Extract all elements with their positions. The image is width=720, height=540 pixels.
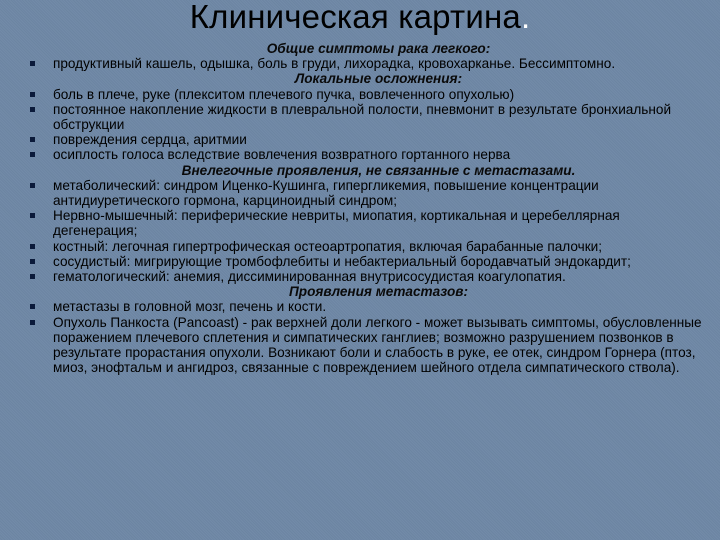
list-item-text: постоянное накопление жидкости в плевральной полости, пневмонит в результате бронхиальной — [53, 101, 672, 117]
slide-content — [30, 41, 705, 375]
section-heading-general: Общие симптомы рака легкого: — [266, 41, 491, 56]
bullet-square-icon — [30, 304, 35, 309]
list-item — [30, 254, 705, 269]
list-item-continuation — [30, 117, 705, 132]
list-item — [30, 132, 705, 147]
bullet-square-icon — [30, 92, 35, 97]
bullet-square-icon — [30, 244, 35, 249]
list-item — [30, 178, 705, 208]
bullet-square-icon — [30, 152, 35, 157]
list-item-text: повреждения сердца, аритмии — [53, 132, 247, 148]
list-item-text: осиплость голоса вследствие вовлечения возвратного гортанного нерва — [53, 147, 511, 163]
list-item-text: метастазы в головной мозг, печень и кости. — [53, 299, 327, 315]
bullet-square-icon — [30, 274, 35, 279]
section-heading-extrapulmonary: Внелегочные проявления, не связанные с метастазами. — [181, 162, 576, 178]
bullet-square-icon — [30, 183, 35, 188]
list-item-text: продуктивный кашель, одышка, боль в груди, лихорадка, кровохарканье. Бессимптомно. — [53, 56, 616, 72]
slide-title-dot: . — [520, 0, 531, 35]
bullet-square-icon — [30, 61, 35, 66]
list-item — [30, 315, 705, 376]
section-heading-metastases: Проявления метастазов: — [288, 284, 468, 300]
list-item-text: гематологический: анемия, диссиминированная внутрисосудистая коагулопатия. — [53, 269, 566, 285]
list-item-text: обструкции — [53, 117, 125, 133]
list-item-text: Нервно-мышечный: периферические невриты, миопатия, кортикальная и церебеллярная дегенерация; — [53, 208, 620, 239]
list-item-text: Опухоль Панкоста (Pancoast) - рак верхней доли легкого - может вызывать симптомы, обусловленные поражением плечевого сплетения и симпатических ганглиев; возможно разрушением позвонков в результате прорастания опухоли. Возникают боли и слабость в руке, ее отек, синдром Горнера (птоз, миоз, энофтальм и ангидроз, связанные с повреждением шейного отдела симпатического ствола). — [53, 314, 702, 376]
list-item — [30, 87, 705, 102]
list-item — [30, 147, 705, 162]
bullet-square-icon — [30, 259, 35, 264]
slide-title — [0, 0, 720, 40]
list-item — [30, 299, 705, 314]
section-heading-local: Локальные осложнения: — [294, 71, 463, 87]
list-item-text: боль в плече, руке (плекситом плечевого пучка, вовлеченного опухолью) — [53, 86, 515, 102]
list-item — [30, 56, 705, 71]
bullet-square-icon — [30, 137, 35, 142]
list-item-text: метаболический: синдром Иценко-Кушинга, гипергликемия, повышение концентрации антидиуретического гормона, карциноидный синдром; — [53, 177, 599, 209]
list-item-text: костный: легочная гипертрофическая остеоартропатия, включая барабанные палочки; — [53, 238, 603, 254]
bullet-square-icon — [30, 213, 35, 218]
list-item — [30, 208, 705, 238]
list-item — [30, 269, 705, 284]
bullet-square-icon — [30, 320, 35, 325]
list-item — [30, 102, 705, 117]
list-item-text: сосудистый: мигрирующие тромбофлебиты и небактериальный бородавчатый эндокардит; — [53, 253, 631, 269]
slide-title-text: Клиническая картина — [189, 0, 521, 35]
bullet-square-icon — [30, 107, 35, 112]
list-item — [30, 239, 705, 254]
